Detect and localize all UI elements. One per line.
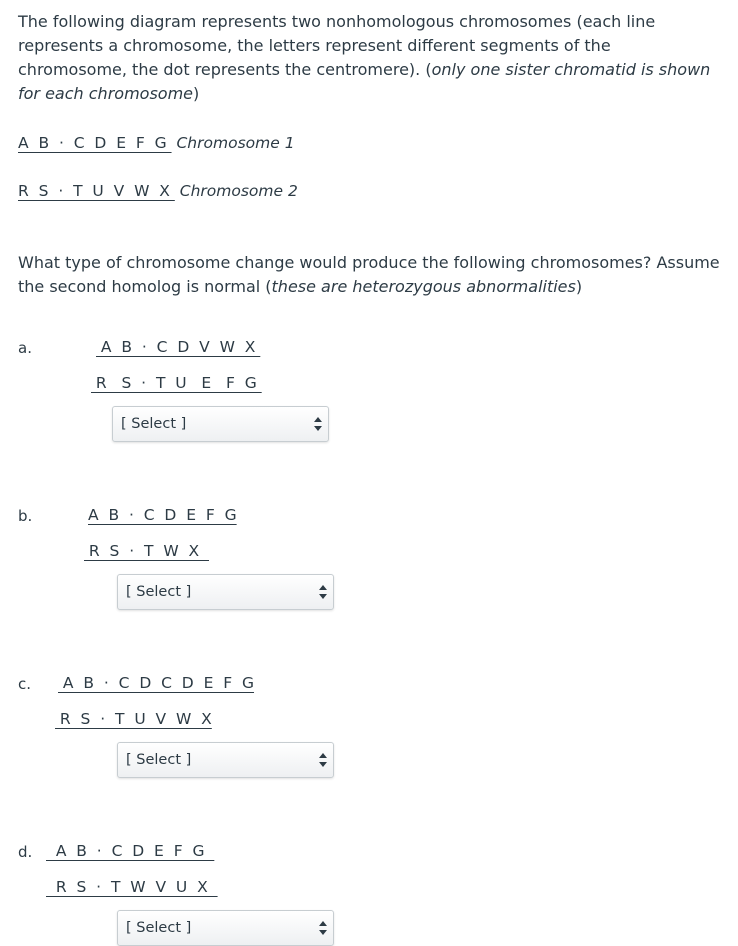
item-c-line-2: R S · T U V W X [55, 710, 212, 728]
question-paragraph [18, 251, 722, 299]
item-a-select[interactable] [112, 406, 329, 442]
item-b-chromosome-1 [88, 505, 237, 525]
question-text: What type of chromosome change would produce the following chromosomes? Assume the second homolog is normal ( [18, 253, 720, 296]
question-italic-note: these are heterozygous abnormalities [271, 277, 576, 296]
item-d-select[interactable] [117, 910, 334, 946]
item-d-chromosome-1 [46, 841, 214, 861]
item-b-line-1: A B · C D E F G [88, 506, 237, 524]
select-arrows-icon [314, 417, 322, 431]
item-c-line-1: A B · C D C D E F G [58, 674, 255, 692]
intro-italic-note: only one sister chromatid is shown for each chromosome [18, 60, 711, 103]
item-c-letter: c. [18, 675, 32, 693]
reference-chromosome-1 [18, 133, 295, 153]
intro-close-paren: ) [193, 84, 200, 103]
select-arrows-icon [319, 585, 327, 599]
item-a-chromosome-2 [91, 373, 262, 393]
question-close-paren: ) [575, 277, 583, 296]
item-c-chromosome-1 [58, 673, 254, 693]
item-c-select[interactable] [117, 742, 334, 778]
chromosome-2-sequence: R S · T U V W X [18, 182, 175, 200]
intro-paragraph [18, 10, 722, 106]
item-a-letter: a. [18, 339, 32, 357]
intro-text: The following diagram represents two nonhomologous chromosomes (each line represents a chromosome, the letters represent different segments of the chromosome, the dot represents the centromere). ( [18, 12, 656, 79]
item-d-line-1: A B · C D E F G [46, 842, 215, 860]
item-b-chromosome-2 [84, 541, 209, 561]
item-d-letter: d. [18, 843, 33, 861]
select-arrows-icon [319, 753, 327, 767]
item-b-letter: b. [18, 507, 33, 525]
item-d-select-value: [ Select ] [126, 920, 192, 936]
item-d-line-2: R S · T W V U X [46, 878, 218, 896]
item-d-chromosome-2 [46, 877, 218, 897]
reference-chromosome-2 [18, 181, 298, 201]
chromosome-1-label: Chromosome 1 [176, 134, 295, 152]
item-c-select-value: [ Select ] [126, 752, 192, 768]
item-a-select-value: [ Select ] [121, 416, 187, 432]
item-b-select[interactable] [117, 574, 334, 610]
item-a-line-1: A B · C D V W X [96, 338, 261, 356]
chromosome-2-label: Chromosome 2 [179, 182, 298, 200]
item-b-line-2: R S · T W X [84, 542, 209, 560]
chromosome-1-sequence: A B · C D E F G [18, 134, 172, 152]
item-b-select-value: [ Select ] [126, 584, 192, 600]
item-a-line-2: R S · T U E F G [91, 374, 262, 392]
item-a-chromosome-1 [96, 337, 260, 357]
item-c-chromosome-2 [55, 709, 212, 729]
select-arrows-icon [319, 921, 327, 935]
